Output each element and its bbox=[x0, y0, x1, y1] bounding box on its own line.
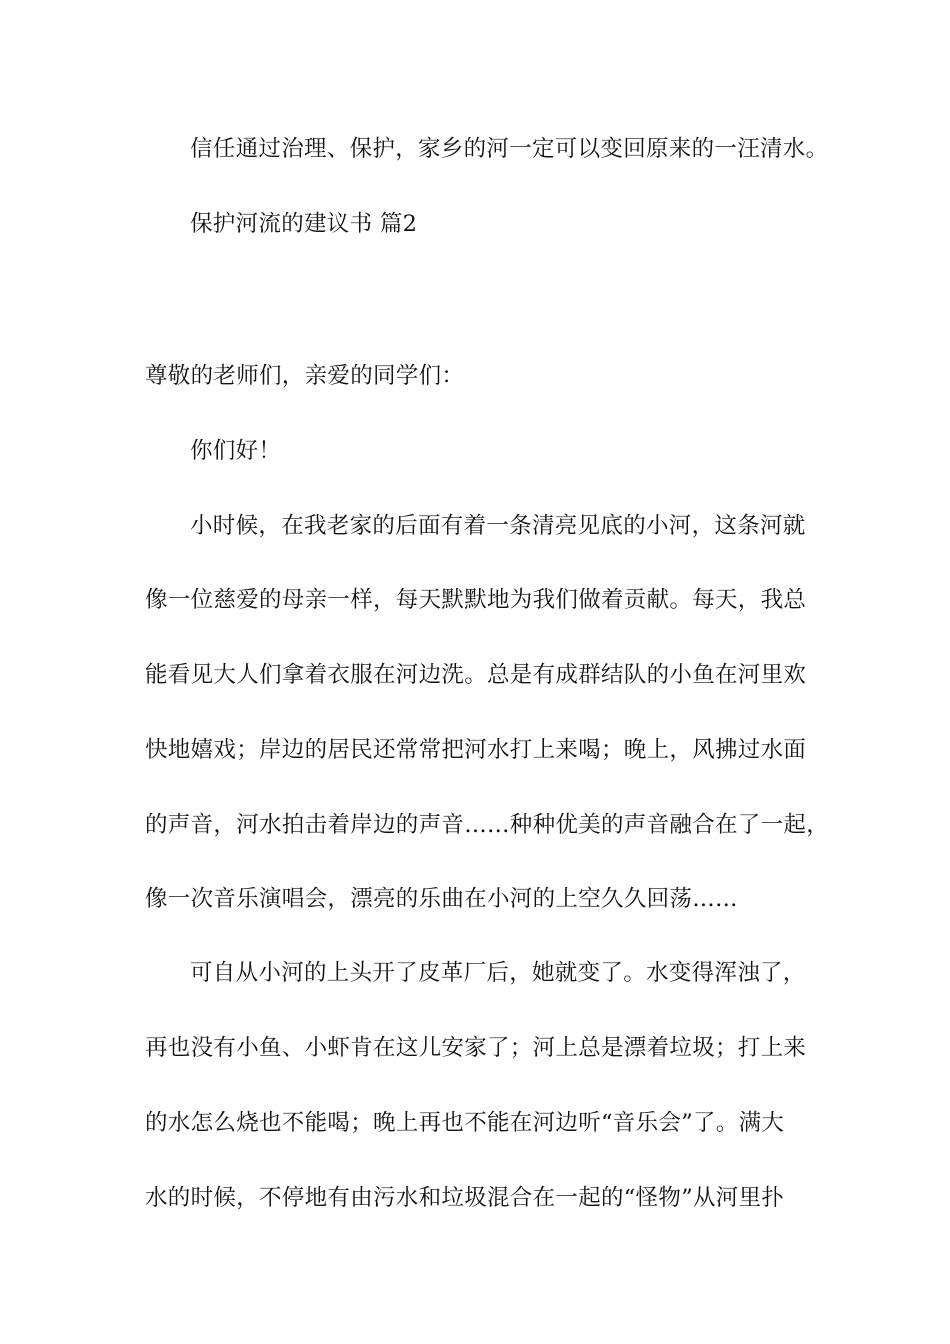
section-heading: 保护河流的建议书 篇2 bbox=[190, 211, 418, 237]
paragraph-line: 快地嬉戏；岸边的居民还常常把河水打上来喝；晚上，风拂过水面 bbox=[145, 737, 807, 763]
paragraph-line: 再也没有小鱼、小虾肯在这儿安家了；河上总是漂着垃圾；打上来 bbox=[145, 1035, 807, 1061]
paragraph-line: 可自从小河的上头开了皮革厂后，她就变了。水变得浑浊了， bbox=[190, 960, 806, 986]
paragraph-line: 水的时候，不停地有由污水和垃圾混合在一起的“怪物”从河里扑 bbox=[145, 1185, 785, 1211]
paragraph-line: 的水怎么烧也不能喝；晚上再也不能在河边听“音乐会”了。满大 bbox=[145, 1110, 785, 1136]
paragraph-line: 像一位慈爱的母亲一样，每天默默地为我们做着贡献。每天，我总 bbox=[145, 587, 807, 613]
paragraph-line: 的声音，河水拍击着岸边的声音……种种优美的声音融合在了一起， bbox=[145, 812, 830, 838]
greeting: 你们好！ bbox=[190, 438, 282, 464]
paragraph-line: 信任通过治理、保护，家乡的河一定可以变回原来的一汪清水。 bbox=[190, 136, 829, 162]
paragraph-line: 像一次音乐演唱会，漂亮的乐曲在小河的上空久久回荡…… bbox=[145, 886, 738, 912]
salutation: 尊敬的老师们，亲爱的同学们： bbox=[145, 363, 465, 389]
paragraph-line: 小时候，在我老家的后面有着一条清亮见底的小河，这条河就 bbox=[190, 513, 806, 539]
paragraph-line: 能看见大人们拿着衣服在河边洗。总是有成群结队的小鱼在河里欢 bbox=[145, 662, 807, 688]
